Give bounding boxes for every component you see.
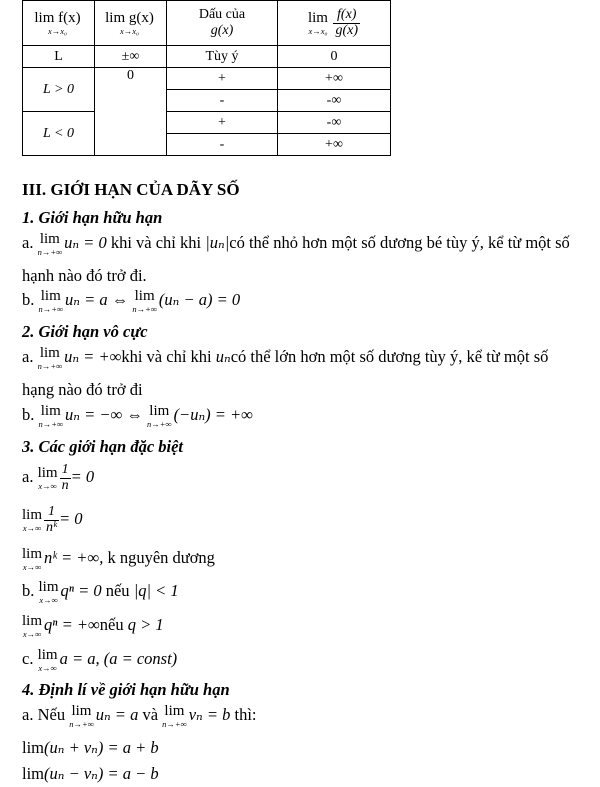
cell-pm-inf: ±∞ bbox=[95, 46, 167, 68]
theorem-condition: a. Nếu lim n→+∞ uₙ = a và lim n→+∞ vₙ = b thì: bbox=[22, 703, 257, 729]
theorem-sum: lim(uₙ + vₙ) = a + b bbox=[22, 738, 159, 757]
cell-zero: 0 bbox=[278, 46, 391, 68]
cell-sign: + bbox=[167, 112, 278, 134]
cell-result: -∞ bbox=[278, 112, 391, 134]
heading-theorem: 4. Định lí về giới hạn hữu hạn bbox=[22, 680, 230, 699]
cell-tuy-y: Tùy ý bbox=[167, 46, 278, 68]
cell-result: +∞ bbox=[278, 68, 391, 90]
limit-table bbox=[22, 0, 391, 156]
infinite-limit-b: b. lim n→+∞ uₙ = −∞ ⇔ lim n→+∞ (−uₙ) = +∞ bbox=[22, 403, 253, 429]
special-limit-a1: a. lim x→∞ $\frac{1}{n}$ = 0 bbox=[22, 462, 95, 493]
special-limit-b1: b. lim x→∞ qⁿ = 0 nếu |q| < 1 bbox=[22, 579, 179, 605]
theorem-difference: lim(uₙ − vₙ) = a − b bbox=[22, 764, 159, 783]
header-lim-ratio: lim x→x₀ $\frac{f(x)}{g(x)}$ bbox=[278, 1, 391, 46]
header-lim-f: lim f(x) x→x₀ bbox=[23, 1, 95, 46]
cell-result: +∞ bbox=[278, 134, 391, 156]
special-limit-c: c. lim x→∞ a = a, (a = const) bbox=[22, 647, 178, 673]
special-limit-a2: lim x→∞ $\frac{1}{\text{nᵏ}}$ = 0 bbox=[22, 504, 83, 535]
cell-sign: + bbox=[167, 68, 278, 90]
special-limit-a3: lim x→∞ nᵏ = +∞, k nguyên dương bbox=[22, 546, 215, 572]
infinite-limit-a: a. lim n→+∞ uₙ = +∞khi và chỉ khi uₙcó thể lớn hơn một số dương tùy ý, kể từ một số bbox=[22, 345, 549, 371]
heading-finite-limit: 1. Giới hạn hữu hạn bbox=[22, 208, 163, 227]
section-title: III. GIỚI HẠN CỦA DÃY SỐ bbox=[22, 180, 240, 199]
special-limit-b2: lim x→∞ qⁿ = +∞nếu q > 1 bbox=[22, 613, 164, 639]
finite-limit-a: a. lim n→+∞ uₙ = 0 khi và chỉ khi |uₙ|có thể nhỏ hơn một số dương bé tùy ý, kể từ một số bbox=[22, 231, 570, 257]
heading-special-limits: 3. Các giới hạn đặc biệt bbox=[22, 437, 184, 456]
cell-L-negative: L < 0 bbox=[23, 112, 95, 156]
cell-sign: - bbox=[167, 90, 278, 112]
cell-L-positive: L > 0 bbox=[23, 68, 95, 112]
heading-infinite-limit: 2. Giới hạn vô cực bbox=[22, 322, 148, 341]
header-lim-g: lim g(x) x→x₀ bbox=[95, 1, 167, 46]
cell-L: L bbox=[23, 46, 95, 68]
finite-limit-a-cont: hạnh nào đó trở đi. bbox=[22, 266, 147, 285]
infinite-limit-a-cont: hạng nào đó trở đi bbox=[22, 380, 143, 399]
cell-result: -∞ bbox=[278, 90, 391, 112]
cell-g-zero: 0 bbox=[95, 68, 167, 156]
finite-limit-b: b. lim n→+∞ uₙ = a ⇔ lim n→+∞ (uₙ − a) = 0 bbox=[22, 288, 241, 314]
cell-sign: - bbox=[167, 134, 278, 156]
header-sign-g: Dấu của g(x) bbox=[167, 1, 278, 46]
